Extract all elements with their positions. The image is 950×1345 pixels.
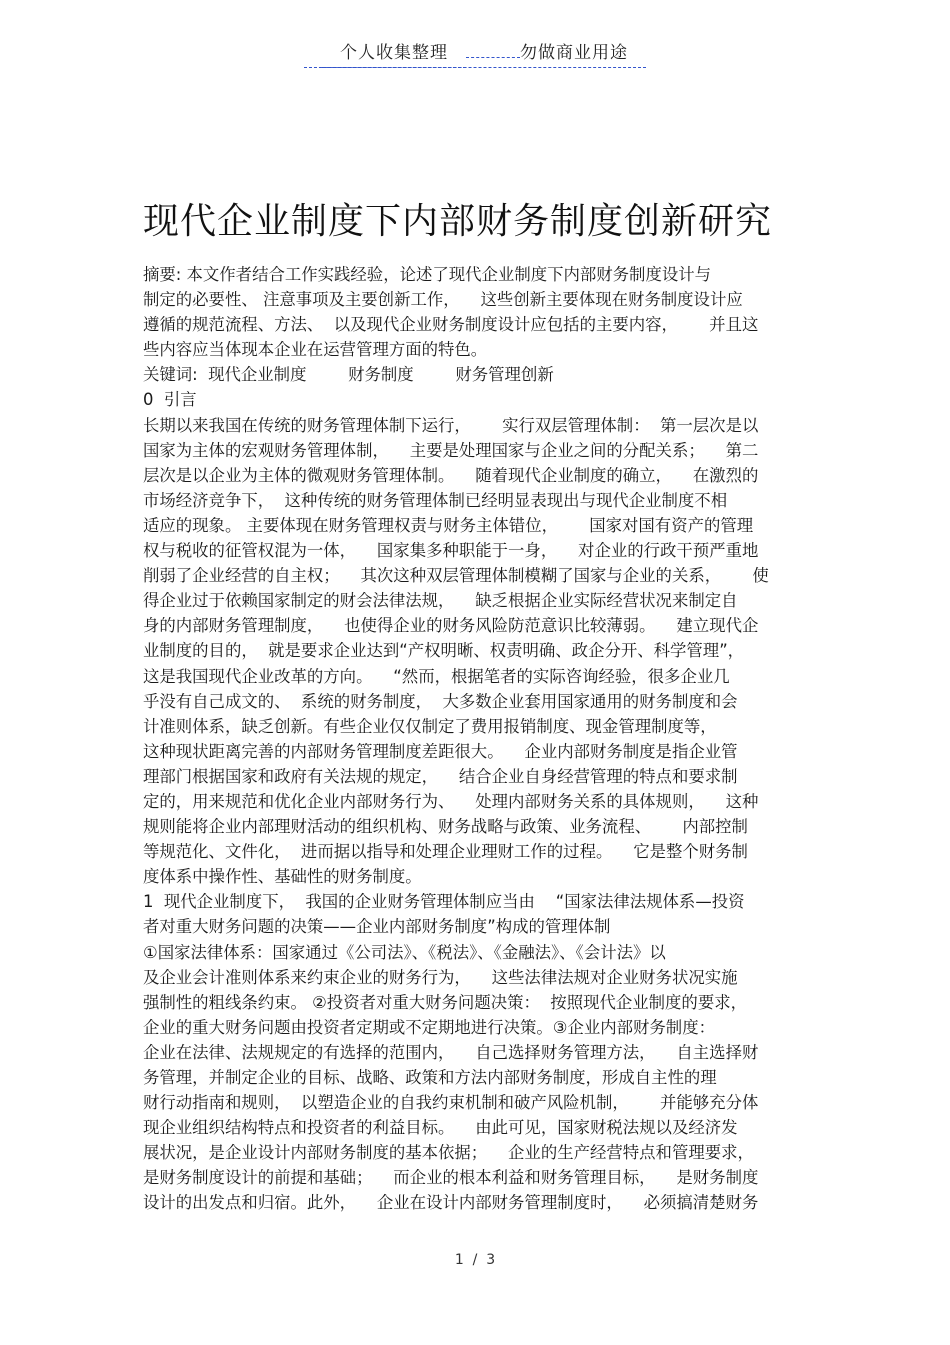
text-line: 些内容应当体现本企业在运营管理方面的特色。 [143, 340, 488, 360]
header-right-text: 勿做商业用途 [520, 43, 628, 63]
text-line: 企业在法律、法规规定的有选择的范围内， 自己选择财务管理方法， 自主选择财 [143, 1042, 759, 1062]
text-line: 0 引言 [143, 390, 197, 410]
text-line: 者对重大财务问题的决策——企业内部财务制度”构成的管理体制 [143, 917, 611, 937]
text-line: 得企业过于依赖国家制定的财会法律法规， 缺乏根据企业实际经营状况来制定自 [143, 591, 738, 611]
text-line: 遵循的规范流程、方法、 以及现代企业财务制度设计应包括的主要内容， 并且这 [143, 315, 759, 335]
text-line: 财行动指南和规则， 以塑造企业的自我约束机制和破产风险机制， 并能够充分体 [143, 1093, 759, 1113]
text-line: 是财务制度设计的前提和基础； 而企业的根本利益和财务管理目标， 是财务制度 [143, 1168, 759, 1188]
text-line: 度体系中操作性、基础性的财务制度。 [143, 867, 422, 887]
page-header [0, 38, 950, 63]
text-line: 定的，用来规范和优化企业内部财务行为、 处理内部财务关系的具体规则， 这种 [143, 791, 759, 811]
text-line: 务管理，并制定企业的目标、战略、政策和方法内部财务制度，形成自主性的理 [143, 1068, 717, 1087]
text-line: 强制性的粗线条约束。 ②投资者对重大财务问题决策： 按照现代企业制度的要求， [143, 992, 747, 1012]
document-title: 现代企业制度下内部财务制度创新研究 [143, 201, 773, 242]
text-line: 这种现状距离完善的内部财务管理制度差距很大。 企业内部财务制度是指企业管 [143, 741, 738, 761]
text-line: 摘要: 本文作者结合工作实践经验，论述了现代企业制度下内部财务制度设计与 [143, 265, 712, 284]
page-number: 1 / 3 [454, 1252, 496, 1268]
text-line: 理部门根据国家和政府有关法规的规定， 结合企业自身经营管理的特点和要求制 [143, 766, 738, 786]
text-line: 权与税收的征管权混为一体， 国家集多种职能于一身， 对企业的行政干预严重地 [143, 541, 759, 561]
text-line: 削弱了企业经营的自主权； 其次这种双层管理体制模糊了国家与企业的关系， 使 [143, 566, 769, 586]
text-line: 及企业会计准则体系来约束企业的财务行为， 这些法律法规对企业财务状况实施 [143, 967, 738, 987]
text-line: 身的内部财务管理制度， 也使得企业的财务风险防范意识比较薄弱。 建立现代企 [143, 616, 759, 636]
header-left-text: 个人收集整理 [322, 43, 466, 68]
text-line: 设计的出发点和归宿。此外， 企业在设计内部财务管理制度时， 必须搞清楚财务 [143, 1193, 759, 1213]
text-line: 这是我国现代企业改革的方向。 “然而，根据笔者的实际咨询经验，很多企业几 [143, 666, 730, 686]
text-line: 1 现代企业制度下， 我国的企业财务管理体制应当由 “国家法律法规体系—投资 [143, 892, 745, 912]
text-line: 展状况，是企业设计内部财务制度的基本依据； 企业的生产经营特点和管理要求， [143, 1143, 754, 1163]
text-line: 业制度的目的， 就是要求企业达到“产权明晰、权责明确、政企分开、科学管理”， [143, 641, 745, 661]
text-line: 现企业组织结构特点和投资者的利益目标。 由此可见，国家财税法规以及经济发 [143, 1118, 738, 1138]
text-line: 国家为主体的宏观财务管理体制， 主要是处理国家与企业之间的分配关系； 第二 [143, 440, 759, 460]
text-line: 关键词: 现代企业制度 财务制度 财务管理创新 [143, 365, 554, 385]
text-line: 层次是以企业为主体的微观财务管理体制。 随着现代企业制度的确立， 在激烈的 [143, 465, 759, 485]
text-line: 长期以来我国在传统的财务管理体制下运行， 实行双层管理体制： 第一层次是以 [143, 415, 759, 435]
text-line: 等规范化、文件化， 进而据以指导和处理企业理财工作的过程。 它是整个财务制 [143, 842, 748, 862]
text-line: ①国家法律体系：国家通过《公司法》、《税法》、《金融法》、《会计法》以 [143, 942, 666, 962]
text-line: 市场经济竞争下， 这种传统的财务管理体制已经明显表现出与现代企业制度不相 [143, 490, 728, 510]
document-body [143, 262, 813, 1216]
text-line: 制定的必要性、 注意事项及主要创新工作， 这些创新主要体现在财务制度设计应 [143, 290, 743, 310]
text-line: 规则能将企业内部理财活动的组织机构、财务战略与政策、业务流程、 内部控制 [143, 817, 748, 837]
text-line: 企业的重大财务问题由投资者定期或不定期地进行决策。③企业内部财务制度： [143, 1017, 715, 1037]
text-line: 适应的现象。 主要体现在财务管理权责与财务主体错位， 国家对国有资产的管理 [143, 515, 754, 535]
text-line: 计准则体系，缺乏创新。有些企业仅仅制定了费用报销制度、现金管理制度等， [143, 716, 717, 736]
text-line: 乎没有自己成文的、 系统的财务制度， 大多数企业套用国家通用的财务制度和会 [143, 691, 738, 711]
